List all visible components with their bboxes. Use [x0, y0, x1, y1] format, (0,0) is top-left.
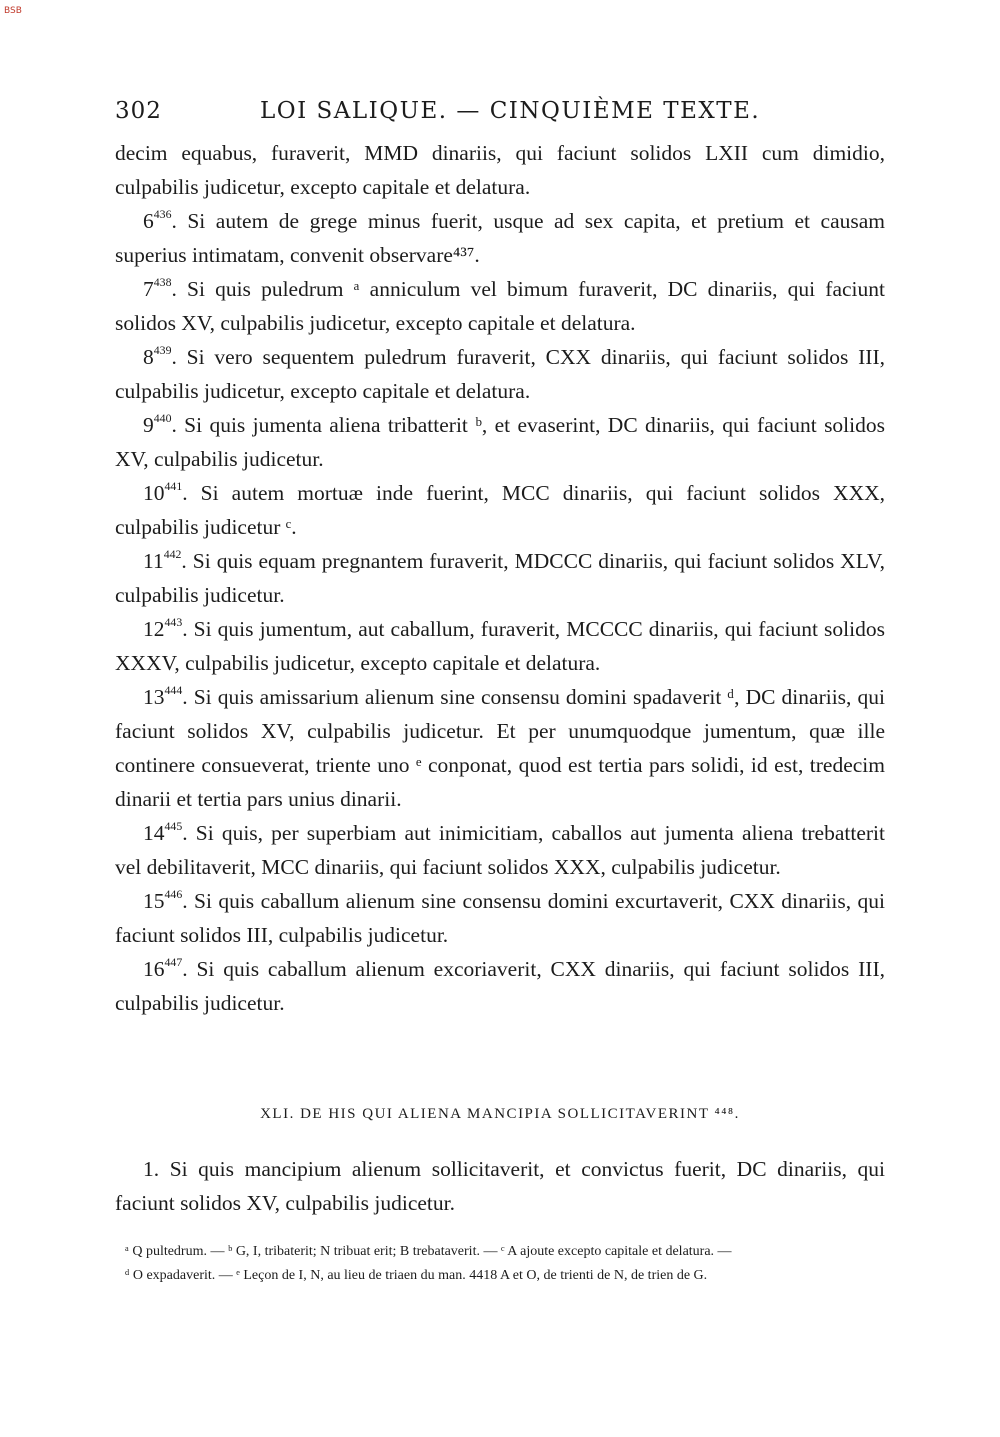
article-9: [115, 408, 885, 476]
article-text: . Si vero sequentem puledrum furaverit, CXX dinariis, qui faciunt solidos III, culpabilis judicetur, excepto capitale et delatura.: [115, 345, 885, 403]
article-number: 6: [143, 209, 154, 233]
running-title: LOI SALIQUE. — CINQUIÈME TEXTE.: [260, 98, 761, 124]
note-ref: 442: [163, 546, 182, 561]
article-number: 11: [143, 549, 164, 573]
article-number: 14: [143, 821, 165, 845]
article-10: [115, 476, 885, 544]
article-11: [115, 544, 885, 612]
section-paragraph: 1. Si quis mancipium alienum sollicitaverit, et convictus fuerit, DC dinariis, qui faciunt solidos XV, culpabilis judicetur.: [115, 1157, 885, 1215]
article-text: . Si quis jumenta aliena tribatterit ᵇ, et evaserint, DC dinariis, qui faciunt solidos XV, culpabilis judicetur.: [115, 413, 885, 471]
article-text: . Si quis amissarium alienum sine consensu domini spadaverit ᵈ, DC dinariis, qui faciunt solidos XV, culpabilis judicetur. Et per unumquodque jumentum, quæ ille continere consueverat, triente uno ᵉ conponat, quod est tertia pars solidi, id est, tredecim dinarii et tertia pars unius dinarii.: [115, 685, 885, 811]
article-number: 13: [143, 685, 165, 709]
article-number: 16: [143, 957, 165, 981]
library-stamp: BSB: [4, 6, 22, 16]
article-text: . Si quis jumentum, aut caballum, furaverit, MCCCC dinariis, qui faciunt solidos XXXV, culpabilis judicetur, excepto capitale et delatura.: [115, 617, 885, 675]
article-number: 15: [143, 889, 165, 913]
note-ref: 438: [153, 274, 172, 289]
article-15: [115, 884, 885, 952]
note-ref: 443: [164, 614, 183, 629]
footnote-line: ᵃ Q pultedrum. — ᵇ G, I, tribaterit; N tribuat erit; B trebataverit. — ᶜ A ajoute excepto capitale et delatura. —: [125, 1244, 732, 1259]
article-6: [115, 204, 885, 272]
note-ref: 440: [153, 410, 172, 425]
article-7: [115, 272, 885, 340]
article-14: [115, 816, 885, 884]
article-number: 9: [143, 413, 154, 437]
article-text: . Si quis equam pregnantem furaverit, MDCCC dinariis, qui faciunt solidos XLV, culpabilis judicetur.: [115, 549, 885, 607]
article-number: 10: [143, 481, 165, 505]
section-text: [115, 1152, 885, 1220]
paragraph-continuation: decim equabus, furaverit, MMD dinariis, qui faciunt solidos LXII cum dimidio, culpabilis judicetur, excepto capitale et delatura.: [115, 141, 885, 199]
article-text: . Si quis caballum alienum excoriaverit, CXX dinariis, qui faciunt solidos III, culpabilis judicetur.: [115, 957, 885, 1015]
article-text: . Si autem mortuæ inde fuerint, MCC dinariis, qui faciunt solidos XXX, culpabilis judicetur ᶜ.: [115, 481, 885, 539]
note-ref: 439: [153, 342, 172, 357]
note-ref: 436: [153, 206, 172, 221]
note-ref: 447: [164, 954, 183, 969]
page-number: 302: [115, 98, 162, 124]
note-ref: 444: [164, 682, 183, 697]
main-text: [115, 136, 885, 1020]
article-text: . Si autem de grege minus fuerit, usque ad sex capita, et pretium et causam superius intimatam, convenit observare⁴³⁷.: [115, 209, 885, 267]
note-ref: 445: [164, 818, 183, 833]
article-number: 8: [143, 345, 154, 369]
note-ref: 446: [164, 886, 183, 901]
article-number: 7: [143, 277, 154, 301]
article-8: [115, 340, 885, 408]
article-text: . Si quis puledrum ᵃ anniculum vel bimum furaverit, DC dinariis, qui faciunt solidos XV, culpabilis judicetur, excepto capitale et delatura.: [115, 277, 885, 335]
page-header: [115, 98, 885, 134]
article-16: [115, 952, 885, 1020]
article-text: . Si quis caballum alienum sine consensu domini excurtaverit, CXX dinariis, qui faciunt solidos III, culpabilis judicetur.: [115, 889, 885, 947]
article-text: . Si quis, per superbiam aut inimicitiam, caballos aut jumenta aliena trebatterit vel debilitaverit, MCC dinariis, qui faciunt solidos XXX, culpabilis judicetur.: [115, 821, 885, 879]
footnote-line: ᵈ O expadaverit. — ᵉ Leçon de I, N, au lieu de triaen du man. 4418 A et O, de trienti de N, de trien de G.: [125, 1268, 708, 1283]
footnotes: [115, 1240, 885, 1288]
article-12: [115, 612, 885, 680]
note-ref: 441: [164, 478, 183, 493]
article-13: [115, 680, 885, 816]
article-number: 12: [143, 617, 165, 641]
section-heading: XLI. DE HIS QUI ALIENA MANCIPIA SOLLICITAVERINT ⁴⁴⁸.: [260, 1106, 740, 1122]
